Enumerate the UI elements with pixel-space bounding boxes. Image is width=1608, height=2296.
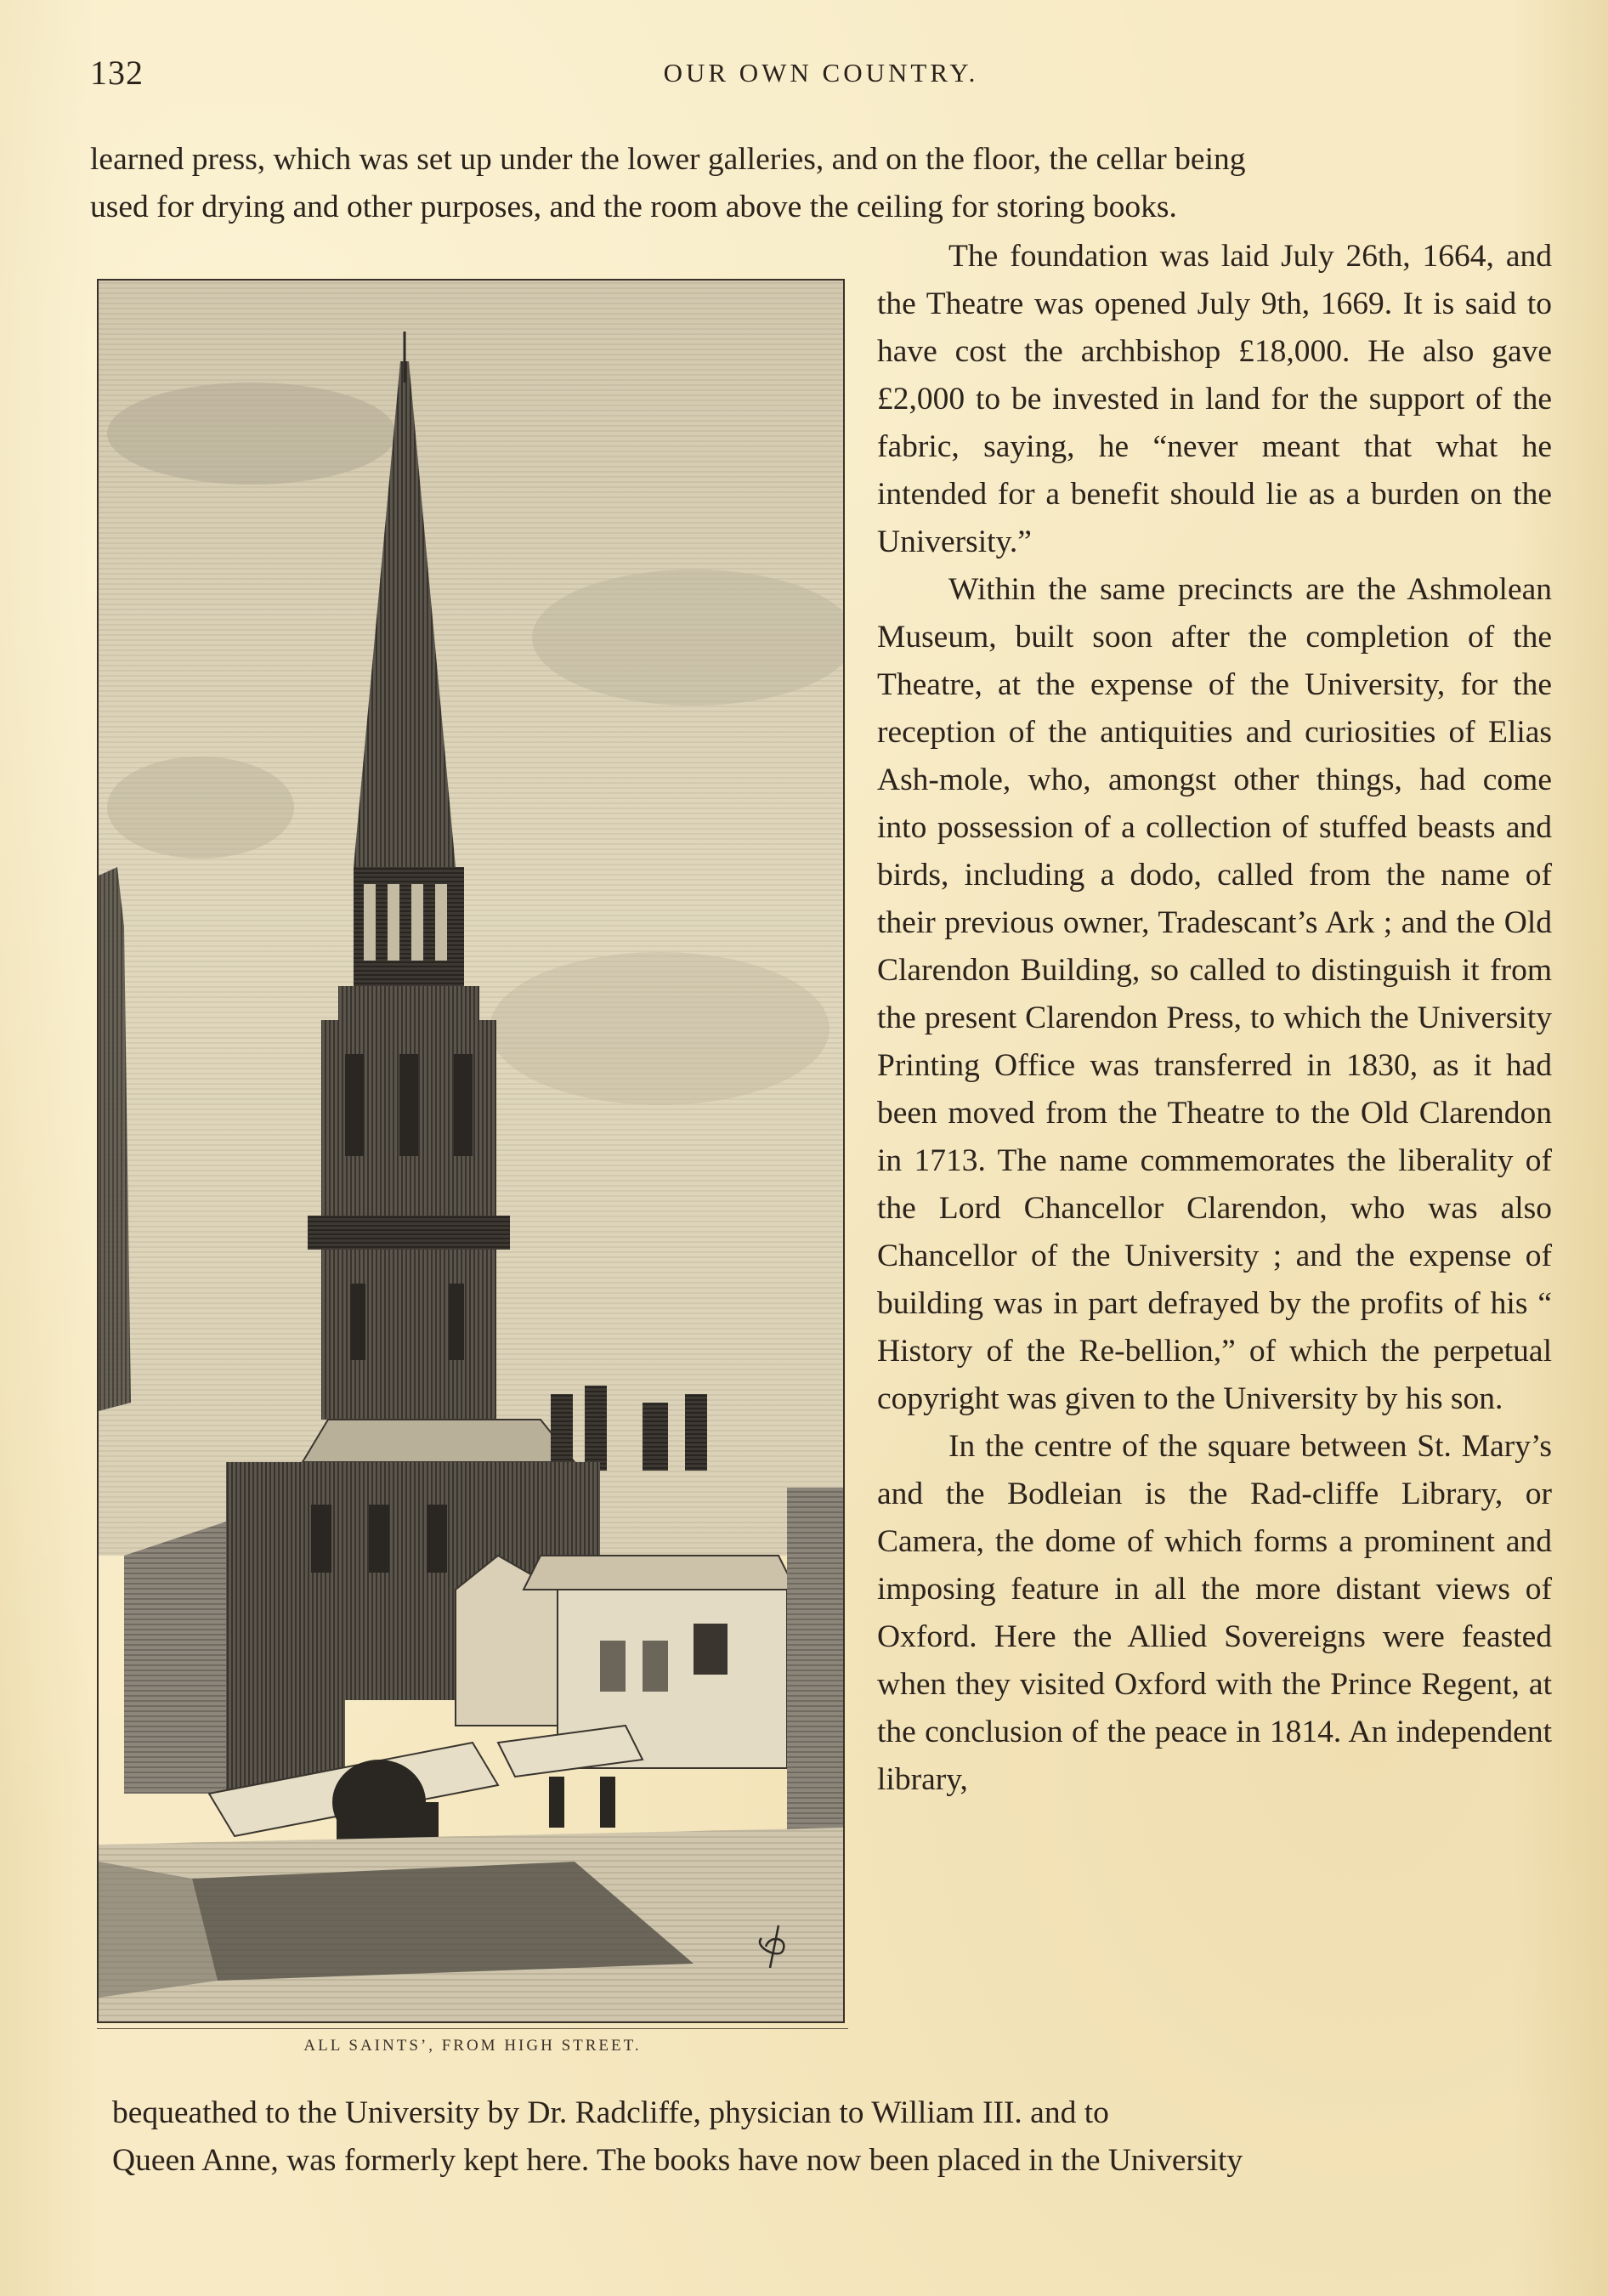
caption-rule: [97, 2028, 848, 2029]
bottom-line-2: Queen Anne, was formerly kept here. The books have now been placed in the University: [112, 2143, 1243, 2178]
top-line-2: used for drying and other purposes, and the room above the ceiling for storing books.: [90, 190, 1177, 224]
top-text-block: [90, 136, 1552, 231]
paragraph-radcliffe: In the centre of the square between St. Mary’s and the Bodleian is the Rad-cliffe Library, or Camera, the dome of which forms a prominent and imposing feature in all the more distant views of Oxford. Here the Allied Sovereigns were feasted when they visited Oxford with the Prince Regent, at the conclusion of the peace in 1814. An independent library,: [877, 1429, 1552, 1797]
top-line-1: learned press, which was set up under the lower galleries, and on the floor, the cellar being: [90, 142, 1246, 177]
paragraph-foundation: The foundation was laid July 26th, 1664, and the Theatre was opened July 9th, 1669. It is said to have cost the archbishop £18,000. He also gave £2,000 to be invested in land for the support of the fabric, saying, he “never meant that what he intended for a benefit should lie as a burden on the University.”: [877, 239, 1552, 559]
engraving-frame: [97, 279, 845, 2023]
engraving-figure: [97, 279, 848, 2026]
page-number: 132: [90, 54, 144, 92]
side-column-text: [877, 233, 1552, 2110]
figure-caption: ALL SAINTS’, FROM HIGH STREET.: [303, 2037, 642, 2055]
bottom-text-block: [112, 2089, 1552, 2185]
bottom-line-1: bequeathed to the University by Dr. Radcliffe, physician to William III. and to: [112, 2095, 1109, 2130]
paragraph-ashmolean: Within the same precincts are the Ashmolean Museum, built soon after the completion of the Theatre, at the expense of the University, for the reception of the antiquities and curiosities of Elias Ash-mole, who, amongst other things, had come into possession of a collection of stuffed beasts and birds, including a dodo, called from the name of their previous owner, Tradescant’s Ark ; and the Old Clarendon Building, so called to distinguish it from the present Clarendon Press, to which the University Printing Office was transferred in 1830, as it had been moved from the Theatre to the Old Clarendon in 1713. The name commemorates the liberality of the Lord Chancellor Clarendon, who was also Chancellor of the University ; and the expense of building was in part defrayed by the profits of his “ History of the Re-bellion,” of which the perpetual copyright was given to the University by his son.: [877, 572, 1552, 1416]
running-head: [90, 53, 1552, 104]
running-title: OUR OWN COUNTRY.: [663, 58, 979, 88]
all-saints-engraving: [99, 281, 843, 2021]
church-roof: [303, 1420, 575, 1462]
tower-base: [321, 1250, 496, 1420]
